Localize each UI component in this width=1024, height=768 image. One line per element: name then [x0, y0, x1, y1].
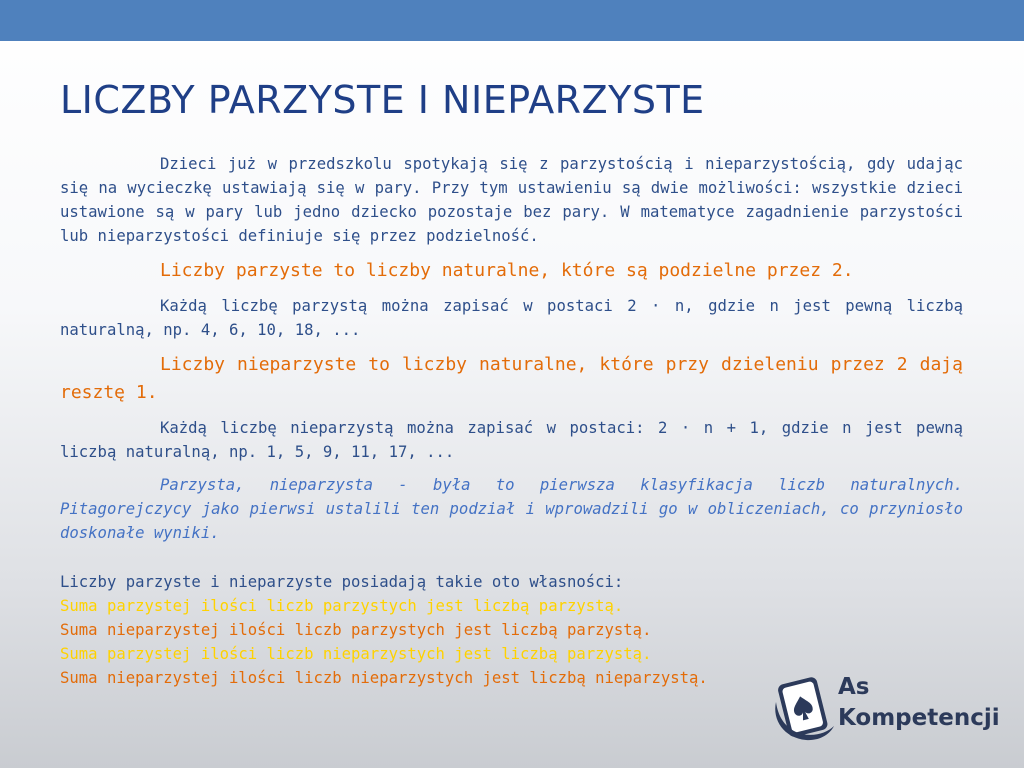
logo-line-1: As — [838, 674, 870, 700]
even-notation: Każdą liczbę parzystą można zapisać w postaci 2 · n, gdzie n jest pewną liczbą naturalną, np. 4, 6, 10, 18, ... — [60, 297, 963, 339]
logo-line-2: Kompetencji — [838, 705, 1000, 731]
property-item: Suma parzystej ilości liczb parzystych jest liczbą parzystą. — [60, 597, 624, 615]
property-item: Suma parzystej ilości liczb nieparzystych jest liczbą parzystą. — [60, 645, 652, 663]
logo-text — [838, 672, 1000, 734]
spade-card-icon — [770, 668, 836, 744]
header-bar — [0, 0, 1024, 43]
logo — [770, 668, 1000, 744]
slide-title: LICZBY PARZYSTE I NIEPARZYSTE — [60, 78, 705, 122]
property-item: Suma nieparzystej ilości liczb nieparzystych jest liczbą nieparzystą. — [60, 669, 708, 687]
properties-list — [60, 570, 708, 690]
slide-content — [60, 152, 963, 554]
history-note: Parzysta, nieparzysta - była to pierwsza klasyfikacja liczb naturalnych. Pitagorejczycy jako pierwsi ustalili ten podział i wprowadzili go w obliczeniach, co przyniosło doskonałe wyniki. — [60, 476, 963, 542]
property-item: Suma nieparzystej ilości liczb parzystych jest liczbą parzystą. — [60, 621, 652, 639]
properties-intro: Liczby parzyste i nieparzyste posiadają takie oto własności: — [60, 573, 624, 591]
odd-notation: Każdą liczbę nieparzystą można zapisać w postaci: 2 · n + 1, gdzie n jest pewną liczbą naturalną, np. 1, 5, 9, 11, 17, ... — [60, 419, 963, 461]
intro-paragraph: Dzieci już w przedszkolu spotykają się z parzystością i nieparzystością, gdy udając się na wycieczkę ustawiają się w pary. Przy tym ustawieniu są dwie możliwości: wszystkie dzieci ustawione są w pary lub jedno dziecko pozostaje bez pary. W matematyce zagadnienie parzystości lub nieparzystości definiuje się przez podzielność. — [60, 155, 963, 245]
odd-definition: Liczby nieparzyste to liczby naturalne, które przy dzieleniu przez 2 dają resztę 1. — [60, 354, 963, 403]
even-definition: Liczby parzyste to liczby naturalne, które są podzielne przez 2. — [160, 260, 854, 281]
